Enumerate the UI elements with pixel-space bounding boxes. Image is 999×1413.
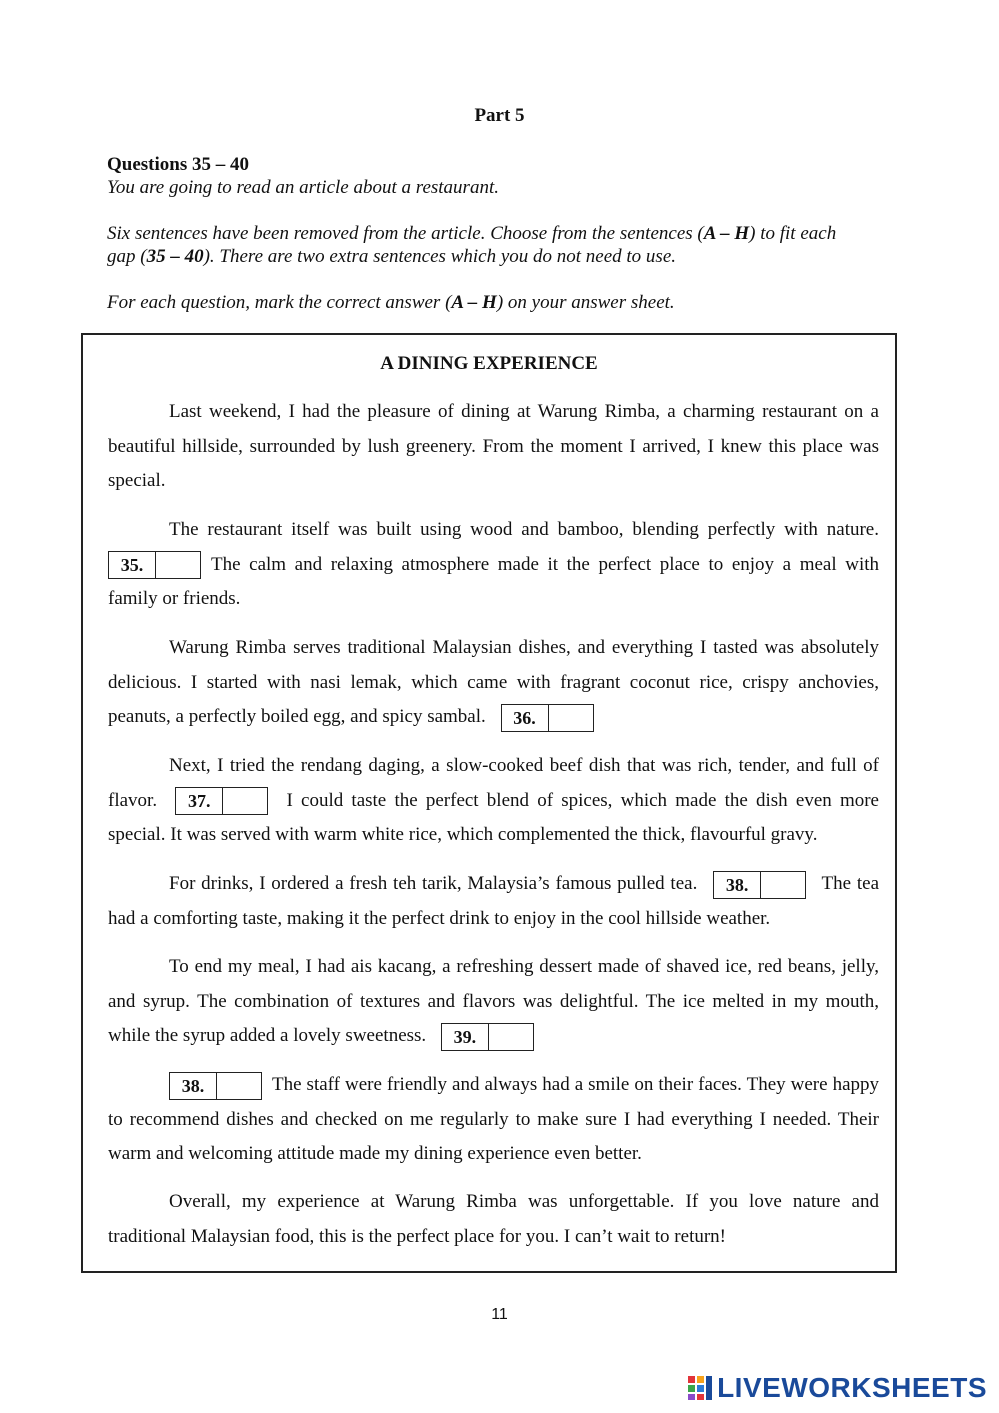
gap-number: 38.: [170, 1073, 217, 1099]
intro-text: You are going to read an article about a restaurant.: [107, 177, 499, 198]
gap-number: 39.: [442, 1024, 489, 1050]
article-title: A DINING EXPERIENCE: [380, 353, 598, 374]
gap-35[interactable]: [108, 551, 201, 579]
article-box: [81, 333, 897, 1273]
liveworksheets-logo-icon: [687, 1375, 713, 1401]
questions-heading: Questions 35 – 40: [107, 154, 249, 175]
gap-38[interactable]: [713, 871, 806, 899]
gap-number: 35.: [109, 552, 156, 578]
article-paragraph-6: To end my meal, I had ais kacang, a refreshing dessert made of shaved ice, red beans, jelly, and syrup. The combination of textures and flavors was delightful. The ice melted in my mouth, while the syrup added a lovely sweetness. 39.: [108, 950, 879, 1054]
brand-name: LIVEWORKSHEETS: [717, 1372, 987, 1403]
gap-number: 36.: [502, 705, 549, 731]
gap-37[interactable]: [175, 787, 268, 815]
page-number: 11: [491, 1306, 508, 1323]
part-title: Part 5: [474, 105, 525, 126]
liveworksheets-brand: [687, 1372, 987, 1404]
article-paragraph-1: Last weekend, I had the pleasure of dining at Warung Rimba, a charming restaurant on a beautiful hillside, surrounded by lush greenery. From the moment I arrived, I knew this place was special.: [108, 401, 879, 492]
gap-36[interactable]: [501, 704, 594, 732]
gap-40[interactable]: [169, 1072, 262, 1100]
article-paragraph-2: The restaurant itself was built using wood and bamboo, blending perfectly with nature. 35. The calm and relaxing atmosphere made it the perfect place to enjoy a meal with family or friends.: [108, 519, 879, 610]
task-instructions: Six sentences have been removed from the article. Choose from the sentences (A – H) to fit each gap (35 – 40). There are two extra sentences which you do not need to use.: [107, 223, 837, 267]
article-paragraph-3: Warung Rimba serves traditional Malaysian dishes, and everything I tasted was absolutely delicious. I started with nasi lemak, which came with fragrant coconut rice, crispy anchovies, peanuts, a perfectly boiled egg, and spicy sambal. 36.: [108, 631, 879, 735]
article-paragraph-8: Overall, my experience at Warung Rimba was unforgettable. If you love nature and traditional Malaysian food, this is the perfect place for you. I can’t wait to return!: [108, 1191, 879, 1247]
gap-39[interactable]: [441, 1023, 534, 1051]
article-paragraph-5: For drinks, I ordered a fresh teh tarik, Malaysia’s famous pulled tea. 38. The tea had a comforting taste, making it the perfect drink to enjoy in the cool hillside weather.: [108, 867, 879, 936]
gap-number: 37.: [176, 788, 223, 814]
mark-instructions: For each question, mark the correct answer (A – H) on your answer sheet.: [107, 292, 675, 313]
gap-number: 38.: [714, 872, 761, 898]
article-paragraph-7: 38. The staff were friendly and always had a smile on their faces. They were happy to recommend dishes and checked on me regularly to make sure I had everything I needed. Their warm and welcoming attitude made my dining experience even better.: [108, 1068, 879, 1172]
article-paragraph-4: Next, I tried the rendang daging, a slow-cooked beef dish that was rich, tender, and full of flavor. 37. I could taste the perfect blend of spices, which made the dish even more special. It was served with warm white rice, which complemented the thick, flavourful gravy.: [108, 755, 879, 846]
